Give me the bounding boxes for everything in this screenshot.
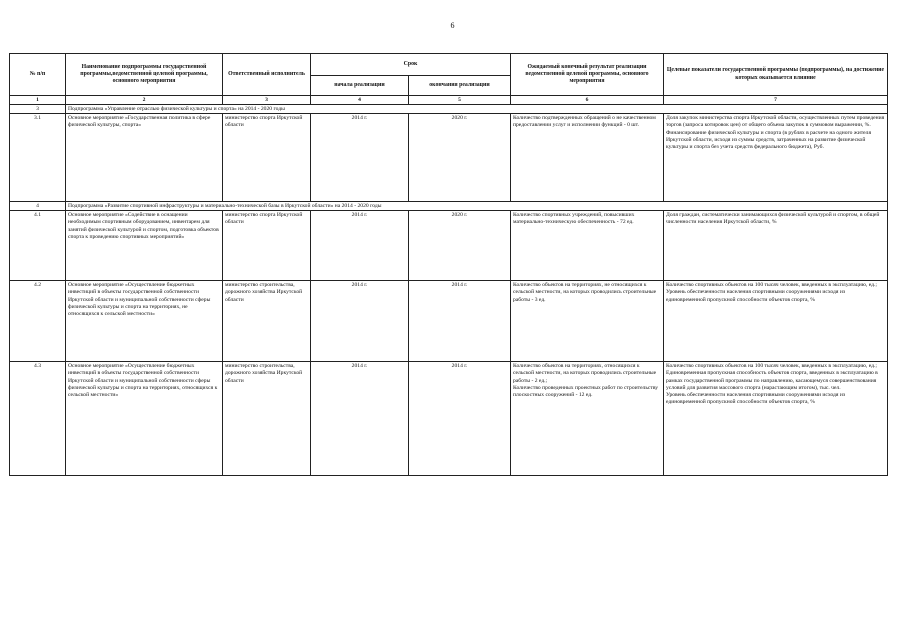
subprogram-row (10, 202, 888, 211)
end-year: 2014 г. (409, 362, 511, 476)
end-year: 2014 г. (409, 281, 511, 362)
column-number: 4 (311, 96, 409, 105)
header-end: окончания реализации (409, 76, 511, 96)
row-number: 3 (10, 105, 66, 114)
table-row (10, 362, 888, 476)
expected-result: Количество объектов на территориях, относящихся к сельской местности, на которых проводились строительные работы - 2 ед.; Количество проведенных проектных работ по строительству плоскостных сооружений - 12 ед. (511, 362, 664, 476)
activity-name: Основное мероприятие «Осуществление бюджетных инвестиций в объекты государственной собственности Иркутской области и муниципальной собственности сферы физической культуры и спорта на территориях, не относящихся к сельской местности» (66, 281, 223, 362)
program-table (9, 53, 888, 476)
subprogram-title: Подпрограмма «Управление отраслью физической культуры и спорта» на 2014 - 2020 годы (66, 105, 888, 114)
start-year: 2014 г. (311, 362, 409, 476)
activity-name: Основное мероприятие «Государственная политика в сфере физической культуры, спорта» (66, 114, 223, 202)
row-number: 3.1 (10, 114, 66, 202)
column-number: 3 (223, 96, 311, 105)
column-number: 1 (10, 96, 66, 105)
target-indicators: Количество спортивных объектов на 100 тысяч человек, введенных в эксплуатацию, ед.; Уровень обеспеченности населения спортивными сооружениями исходя из единовременной пропускной способности объектов спорта, % (664, 281, 888, 362)
column-number: 7 (664, 96, 888, 105)
column-number: 2 (66, 96, 223, 105)
header-start: начала реализации (311, 76, 409, 96)
end-year: 2020 г. (409, 211, 511, 281)
responsible-executor: министерство строительства, дорожного хозяйства Иркутской области (223, 281, 311, 362)
responsible-executor: министерство спорта Иркутской области (223, 114, 311, 202)
table-row (10, 114, 888, 202)
row-number: 4 (10, 202, 66, 211)
expected-result: Количество подтвержденных обращений о не качественном предоставлении услуг и исполнении функций - 0 шт. (511, 114, 664, 202)
header-responsible: Ответственный исполнитель (223, 54, 311, 96)
target-indicators: Количество спортивных объектов на 100 тысяч человек, введенных в эксплуатацию, ед.; Единовременная пропускная способность объектов спорта, введенных в эксплуатацию в рамках государственной программы по направлению, касающемуся совершенствования условий для развития массового спорта (нарастающим итогом), тыс. чел. Уровень обеспеченности населения спортивными сооружениями исходя из единовременной пропускной способности объектов спорта, % (664, 362, 888, 476)
subprogram-title: Подпрограмма «Развитие спортивной инфраструктуры и материально-технической базы в Иркутской области» на 2014 - 2020 годы (66, 202, 888, 211)
end-year: 2020 г. (409, 114, 511, 202)
start-year: 2014 г. (311, 114, 409, 202)
header-name: Наименование подпрограммы государственной программы,ведомственной целевой программы, основного мероприятия (66, 54, 223, 96)
column-number: 6 (511, 96, 664, 105)
page-number: 6 (450, 21, 455, 30)
row-number: 4.3 (10, 362, 66, 476)
activity-name: Основное мероприятие «Содействие в оснащении необходимым спортивным оборудованием, инвентарем для занятий физической культурой и спортом, подготовка объектов спорта к проведению спортивных мероприятий» (66, 211, 223, 281)
column-number-row (10, 96, 888, 105)
row-number: 4.2 (10, 281, 66, 362)
column-number: 5 (409, 96, 511, 105)
subprogram-row (10, 105, 888, 114)
responsible-executor: министерство спорта Иркутской области (223, 211, 311, 281)
start-year: 2014 г. (311, 281, 409, 362)
expected-result: Количество спортивных учреждений, повысивших материально-техническую обеспеченность - 72 ед. (511, 211, 664, 281)
responsible-executor: министерство строительства, дорожного хозяйства Иркутской области (223, 362, 311, 476)
table-row (10, 211, 888, 281)
activity-name: Основное мероприятие «Осуществление бюджетных инвестиций в объекты государственной собственности Иркутской области и муниципальной собственности сферы физической культуры и спорта на территориях, относящихся к сельской местности» (66, 362, 223, 476)
header-targets: Целевые показатели государственной программы (подпрограммы), на достижение которых оказывается влияние (664, 54, 888, 96)
row-number: 4.1 (10, 211, 66, 281)
expected-result: Количество объектов на территориях, не относящихся к сельской местности, на которых проводились строительные работы - 3 ед. (511, 281, 664, 362)
header-num: № п/п (10, 54, 66, 96)
header-result: Ожидаемый конечный результат реализации ведомственной целевой программы, основного мероприятия (511, 54, 664, 96)
start-year: 2014 г. (311, 211, 409, 281)
target-indicators: Доля граждан, систематически занимающихся физической культурой и спортом, в общей численности населения Иркутской области, % (664, 211, 888, 281)
table-row (10, 281, 888, 362)
header-term: Срок (311, 54, 511, 76)
target-indicators: Доля закупок министерства спорта Иркутской области, осуществленных путем проведения торгов (запроса котировок цен) от общего объема закупок в суммовом выражении, %. Финансирование физической культуры и спорта (в рублях в расчете на одного жителя Иркутской области, исходя из суммы средств, затраченных на развитие физической культуры и спорта без учета средств федерального бюджета), Руб. (664, 114, 888, 202)
